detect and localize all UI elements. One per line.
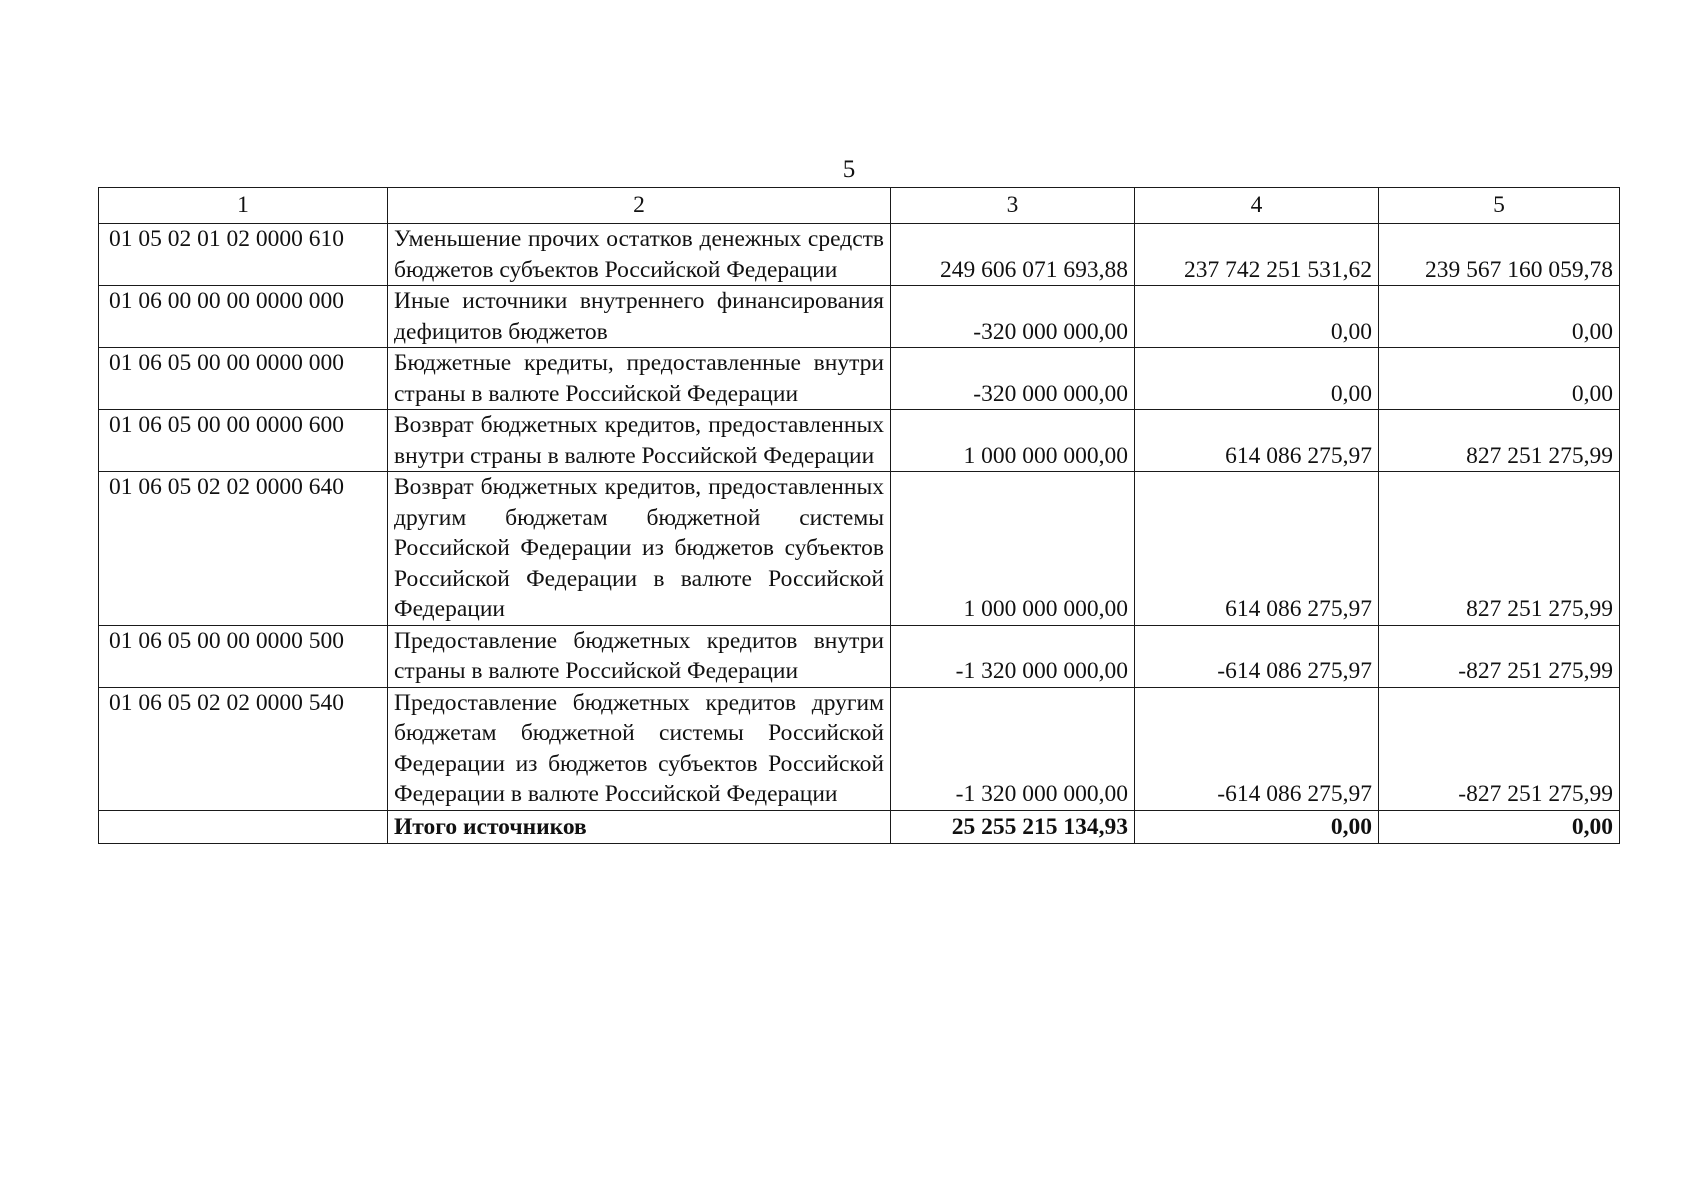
table-header-row [99,188,1620,224]
total-col4-cell: 0,00 [1135,810,1379,843]
value-col3-cell: 249 606 071 693,88 [891,224,1135,286]
table-row [99,224,1620,286]
value-col3-cell: 1 000 000 000,00 [891,410,1135,472]
value-col3-cell: 1 000 000 000,00 [891,472,1135,626]
total-col5-cell: 0,00 [1379,810,1620,843]
table-row [99,625,1620,687]
table-row [99,687,1620,810]
table-row [99,472,1620,626]
value-col4-cell: 614 086 275,97 [1135,410,1379,472]
item-name: Иные источники внутреннего финансирования дефицитов бюджетов [394,288,884,345]
value-col5-cell: 239 567 160 059,78 [1379,224,1620,286]
value-col5-cell: 0,00 [1379,286,1620,348]
budget-code-cell: 01 06 00 00 00 0000 000 [99,286,388,348]
item-name: Бюджетные кредиты, предоставленные внутри страны в валюте Российской Федерации [394,350,884,407]
value-col4-cell: 0,00 [1135,348,1379,410]
item-name: Уменьшение прочих остатков денежных средств бюджетов субъектов Российской Федерации [394,226,884,283]
sources-table [98,187,1620,844]
total-col3-cell: 25 255 215 134,93 [891,810,1135,843]
value-col5-cell: 0,00 [1379,348,1620,410]
value-col3-cell: -1 320 000 000,00 [891,687,1135,810]
item-name: Предоставление бюджетных кредитов внутри страны в валюте Российской Федерации [394,627,884,684]
value-col5-cell: 827 251 275,99 [1379,472,1620,626]
value-col4-cell: -614 086 275,97 [1135,625,1379,687]
total-label-cell: Итого источников [388,810,891,843]
item-name-cell [388,286,891,348]
column-header: 1 [99,188,388,224]
item-name: Возврат бюджетных кредитов, предоставленных другим бюджетам бюджетной системы Российской Федерации из бюджетов субъектов Российской Федерации в валюте Российской Федерации [394,474,884,622]
table-row [99,286,1620,348]
column-header: 3 [891,188,1135,224]
item-name-cell [388,472,891,626]
item-name-cell [388,687,891,810]
page-number: 5 [842,156,856,183]
value-col5-cell: -827 251 275,99 [1379,687,1620,810]
value-col4-cell: -614 086 275,97 [1135,687,1379,810]
column-header: 4 [1135,188,1379,224]
total-code-cell [99,810,388,843]
budget-code-cell: 01 06 05 00 00 0000 600 [99,410,388,472]
budget-code-cell: 01 06 05 00 00 0000 000 [99,348,388,410]
column-header: 5 [1379,188,1620,224]
budget-code-cell: 01 06 05 02 02 0000 640 [99,472,388,626]
value-col4-cell: 0,00 [1135,286,1379,348]
item-name-cell [388,625,891,687]
value-col3-cell: -1 320 000 000,00 [891,625,1135,687]
total-row [99,810,1620,843]
item-name-cell [388,410,891,472]
item-name-cell [388,348,891,410]
value-col5-cell: 827 251 275,99 [1379,410,1620,472]
column-header: 2 [388,188,891,224]
value-col4-cell: 614 086 275,97 [1135,472,1379,626]
item-name: Возврат бюджетных кредитов, предоставленных внутри страны в валюте Российской Федерации [394,412,884,469]
budget-code-cell: 01 05 02 01 02 0000 610 [99,224,388,286]
value-col3-cell: -320 000 000,00 [891,348,1135,410]
table-row [99,348,1620,410]
table-row [99,410,1620,472]
value-col3-cell: -320 000 000,00 [891,286,1135,348]
budget-code-cell: 01 06 05 00 00 0000 500 [99,625,388,687]
item-name-cell [388,224,891,286]
budget-code-cell: 01 06 05 02 02 0000 540 [99,687,388,810]
value-col5-cell: -827 251 275,99 [1379,625,1620,687]
item-name: Предоставление бюджетных кредитов другим бюджетам бюджетной системы Российской Федерации из бюджетов субъектов Российской Федерации в валюте Российской Федерации [394,689,884,807]
value-col4-cell: 237 742 251 531,62 [1135,224,1379,286]
